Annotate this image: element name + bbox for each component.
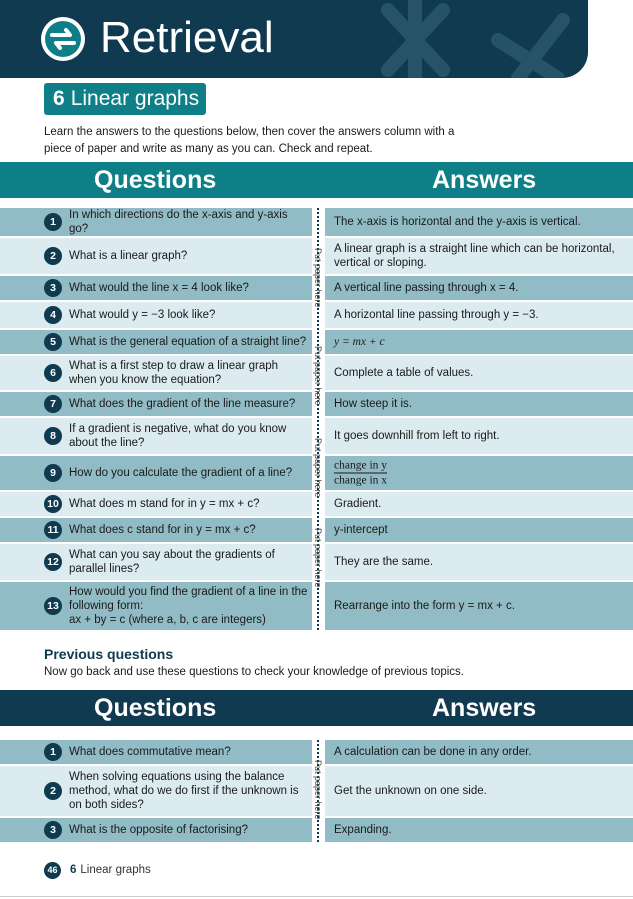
question-text: How do you calculate the gradient of a line? bbox=[69, 467, 293, 479]
answer-text: A calculation can be done in any order. bbox=[334, 746, 532, 758]
answer-text: A horizontal line passing through y = −3. bbox=[334, 309, 539, 321]
table-header bbox=[0, 162, 633, 198]
question-text: What does c stand for in y = mx + c? bbox=[69, 524, 256, 536]
answer-text: It goes downhill from left to right. bbox=[334, 430, 500, 442]
question-text: What would the line x = 4 look like? bbox=[69, 282, 249, 294]
footer-chapter bbox=[70, 862, 151, 879]
question-number: 4 bbox=[44, 306, 62, 324]
question-text: What is the general equation of a straight line? bbox=[69, 336, 307, 348]
answer-text: y = mx + c bbox=[334, 336, 385, 348]
answer-text: Rearrange into the form y = mx + c. bbox=[334, 600, 515, 612]
previous-questions-title: Previous questions bbox=[44, 646, 174, 662]
question-number: 8 bbox=[44, 427, 62, 445]
question-text: What is the opposite of factorising? bbox=[69, 824, 248, 836]
question-text: What is a linear graph? bbox=[69, 250, 188, 262]
footer-chapter-title: Linear graphs bbox=[80, 864, 151, 876]
previous-table-header bbox=[0, 690, 633, 726]
answer-text: Expanding. bbox=[334, 824, 392, 836]
answer-text: Gradient. bbox=[334, 498, 382, 510]
question-number: 10 bbox=[44, 495, 62, 513]
intro-text: Learn the answers to the questions below, then cover the answers column with a piece of paper and write as many as you can. Check and repeat. bbox=[44, 126, 455, 155]
footer-rule bbox=[0, 896, 633, 897]
question-number: 2 bbox=[44, 247, 62, 265]
question-number: 1 bbox=[44, 213, 62, 231]
question-text: What would y = −3 look like? bbox=[69, 309, 216, 321]
question-text: What does m stand for in y = mx + c? bbox=[69, 498, 260, 510]
fraction-denominator: change in x bbox=[334, 474, 388, 487]
question-number: 13 bbox=[44, 597, 62, 615]
page-number: 46 bbox=[44, 862, 61, 879]
answers-heading: Answers bbox=[432, 166, 537, 194]
gradient-fraction bbox=[334, 459, 387, 488]
fraction-numerator: change in y bbox=[334, 459, 388, 472]
answer-text: They are the same. bbox=[334, 556, 434, 568]
question-text: What can you say about the gradients of parallel lines? bbox=[69, 549, 275, 575]
page-title: Retrieval bbox=[100, 13, 274, 62]
question-number: 12 bbox=[44, 553, 62, 571]
questions-heading: Questions bbox=[94, 694, 217, 722]
question-text: What does commutative mean? bbox=[69, 746, 231, 758]
chapter-number: 6 bbox=[53, 87, 65, 110]
decorative-stars-icon bbox=[348, 0, 588, 78]
retrieval-arrows-icon bbox=[40, 16, 86, 62]
question-number: 6 bbox=[44, 364, 62, 382]
answer-text: y-intercept bbox=[334, 524, 388, 536]
answer-text: How steep it is. bbox=[334, 398, 412, 410]
question-text-formula: ax + by = c (where a, b, c are integers) bbox=[69, 614, 266, 626]
question-text: In which directions do the x-axis and y-axis go? bbox=[69, 209, 288, 235]
chapter-tag bbox=[44, 83, 206, 115]
question-number: 5 bbox=[44, 333, 62, 351]
answers-heading: Answers bbox=[432, 694, 537, 722]
chapter-title: Linear graphs bbox=[70, 87, 200, 110]
answer-text: A vertical line passing through x = 4. bbox=[334, 282, 519, 294]
answer-text: Get the unknown on one side. bbox=[334, 785, 487, 797]
question-number: 3 bbox=[44, 279, 62, 297]
question-text: How would you find the gradient of a line in the following form: bbox=[69, 586, 308, 612]
question-text: What does the gradient of the line measure? bbox=[69, 398, 296, 410]
question-text: If a gradient is negative, what do you know about the line? bbox=[69, 423, 287, 449]
previous-questions-intro: Now go back and use these questions to check your knowledge of previous topics. bbox=[44, 666, 464, 678]
question-number: 1 bbox=[44, 743, 62, 761]
question-number: 2 bbox=[44, 782, 62, 800]
question-number: 3 bbox=[44, 821, 62, 839]
retrieval-banner bbox=[0, 0, 588, 78]
question-number: 7 bbox=[44, 395, 62, 413]
questions-heading: Questions bbox=[94, 166, 217, 194]
question-text: What is a first step to draw a linear graph when you know the equation? bbox=[69, 360, 279, 386]
question-number: 11 bbox=[44, 521, 62, 539]
footer-chapter-number: 6 bbox=[70, 864, 77, 876]
question-text: When solving equations using the balance method, what do we do first if the unknown is on both sides? bbox=[69, 771, 299, 811]
answer-text: The x-axis is horizontal and the y-axis is vertical. bbox=[334, 216, 581, 228]
answer-text: Complete a table of values. bbox=[334, 367, 474, 379]
answer-text: A linear graph is a straight line which can be horizontal, vertical or sloping. bbox=[334, 243, 615, 269]
question-number: 9 bbox=[44, 464, 62, 482]
